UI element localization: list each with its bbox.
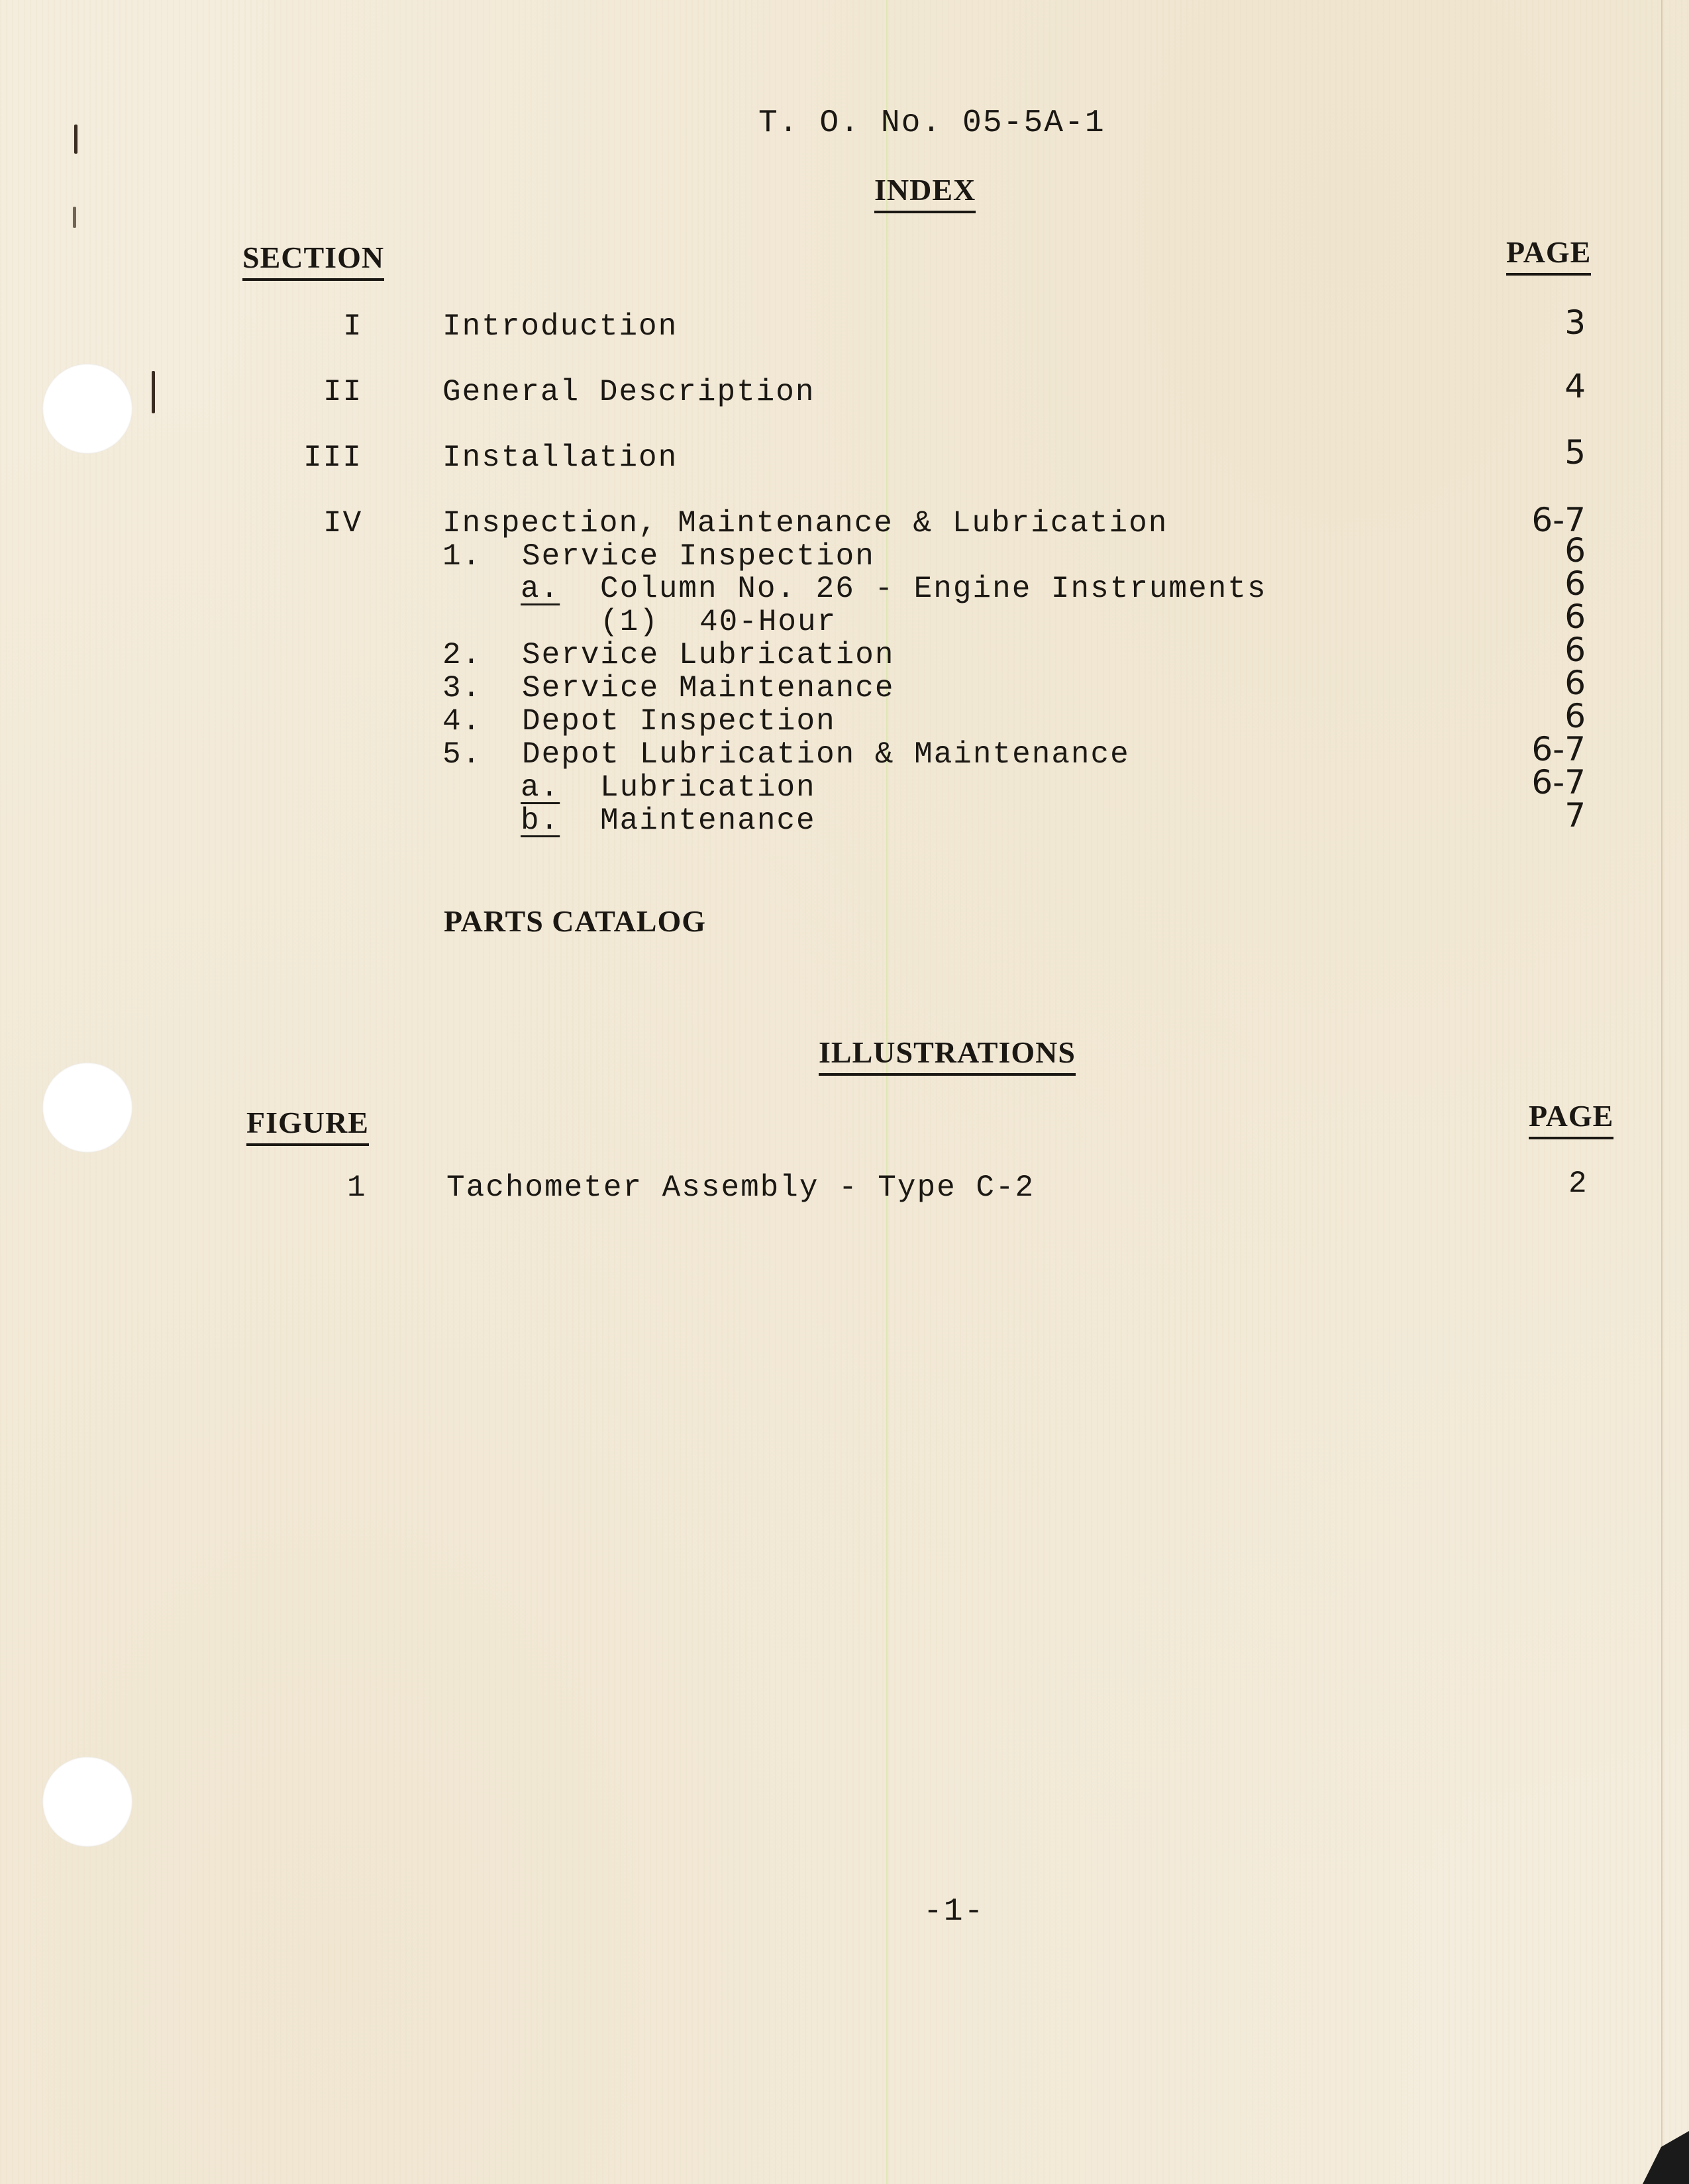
ink-mark <box>73 207 76 228</box>
section-numeral: II <box>323 375 363 409</box>
subitem-marker: 3. <box>442 671 482 705</box>
subitem-title: Depot Inspection <box>522 704 836 739</box>
subitem-title: Service Maintenance <box>522 671 895 705</box>
subitem-title: Depot Lubrication & Maintenance <box>522 737 1130 772</box>
subitem-page: 6 <box>1564 631 1586 669</box>
parts-catalog-heading: PARTS CATALOG <box>444 904 707 938</box>
figure-page: 2 <box>1568 1167 1588 1201</box>
figure-page-column-header: PAGE <box>1529 1101 1613 1139</box>
subitem-page: 7 <box>1564 796 1586 835</box>
subitem-page: 6 <box>1564 564 1586 603</box>
figure-number: 1 <box>347 1170 367 1205</box>
scan-artifact-line <box>886 0 888 2184</box>
section-page: 6-7 <box>1531 501 1586 539</box>
subitem-page: 6 <box>1564 697 1586 735</box>
section-page: 3 <box>1564 303 1586 342</box>
section-page: 5 <box>1564 433 1586 472</box>
page-edge <box>1661 0 1663 2184</box>
section-title: Inspection, Maintenance & Lubrication <box>442 506 1168 541</box>
page-number: -1- <box>923 1894 985 1930</box>
subitem-page: 6 <box>1564 531 1586 570</box>
section-numeral: IV <box>323 506 363 541</box>
subitem-marker: b. <box>521 804 560 838</box>
subitem-title: 40-Hour <box>699 605 837 639</box>
figure-title: Tachometer Assembly - Type C-2 <box>446 1170 1035 1205</box>
subitem-page: 6-7 <box>1531 730 1586 768</box>
section-column-header: SECTION <box>242 242 384 281</box>
punch-hole-top <box>42 364 132 454</box>
section-numeral: III <box>303 441 362 475</box>
subitem-marker: a. <box>521 572 560 606</box>
section-title: General Description <box>442 375 815 409</box>
subitem-marker: 2. <box>442 638 482 672</box>
page-corner-fold <box>1643 2131 1689 2184</box>
figure-column-header: FIGURE <box>246 1108 369 1146</box>
subitem-page: 6-7 <box>1531 763 1586 802</box>
section-title: Installation <box>442 441 678 475</box>
section-numeral: I <box>343 309 363 344</box>
subitem-title: Service Inspection <box>522 539 875 574</box>
document-id: T. O. No. 05-5A-1 <box>758 105 1105 141</box>
subitem-page: 6 <box>1564 664 1586 702</box>
ink-mark <box>74 125 77 154</box>
subitem-marker: 4. <box>442 704 482 739</box>
subitem-title: Service Lubrication <box>522 638 895 672</box>
subitem-marker: 1. <box>442 539 482 574</box>
subitem-marker: (1) <box>600 605 659 639</box>
section-page: 4 <box>1564 367 1586 405</box>
page-column-header: PAGE <box>1506 237 1591 276</box>
subitem-title: Maintenance <box>600 804 816 838</box>
ink-mark <box>152 371 155 413</box>
index-title: INDEX <box>874 175 976 213</box>
subitem-title: Lubrication <box>600 770 816 805</box>
punch-hole-middle <box>42 1063 132 1153</box>
subitem-title: Column No. 26 - Engine Instruments <box>600 572 1267 606</box>
subitem-marker: a. <box>521 770 560 805</box>
punch-hole-bottom <box>42 1757 132 1847</box>
subitem-marker: 5. <box>442 737 482 772</box>
illustrations-title: ILLUSTRATIONS <box>819 1037 1076 1076</box>
section-title: Introduction <box>442 309 678 344</box>
subitem-page: 6 <box>1564 598 1586 636</box>
